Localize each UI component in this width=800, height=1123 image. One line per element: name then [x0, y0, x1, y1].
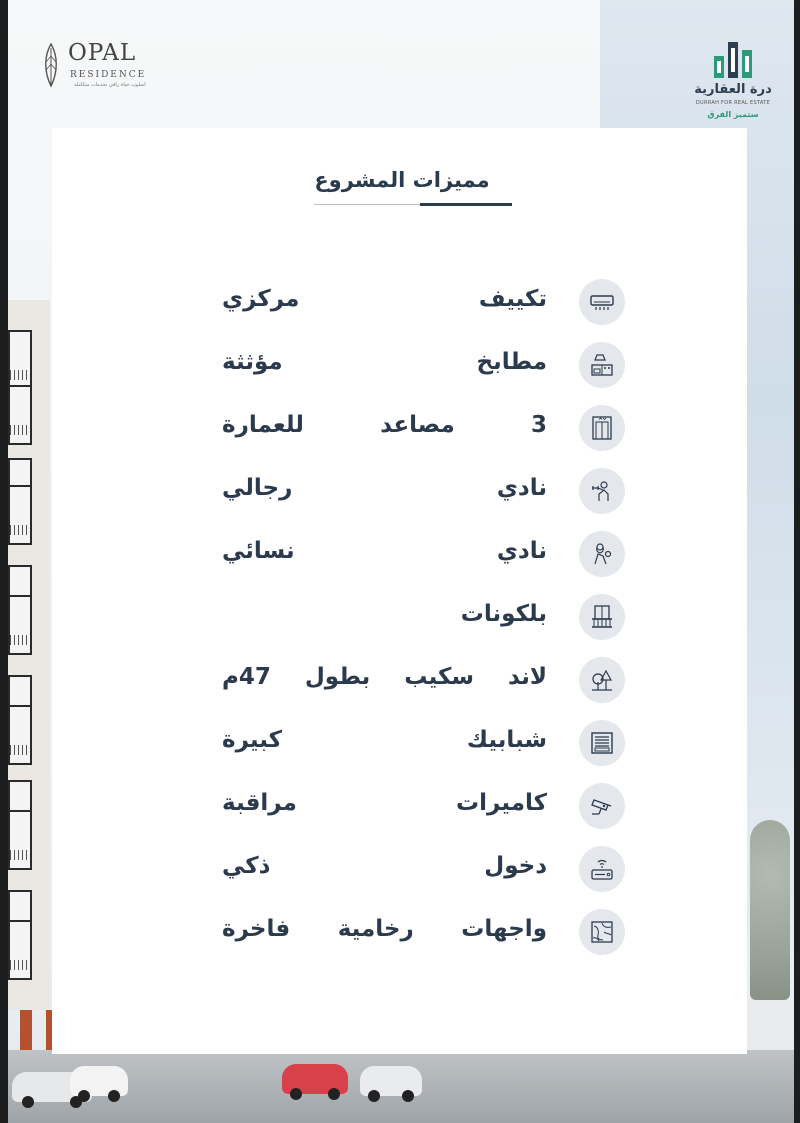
- feature-label: مطابخ مؤثثة: [222, 349, 547, 375]
- durrah-name-english: DURRAH FOR REAL ESTATE: [695, 100, 771, 106]
- feature-label: نادي نسائي: [222, 538, 547, 564]
- feature-label: شبابيك كبيرة: [222, 727, 547, 753]
- features-card: [52, 128, 747, 1054]
- wheat-leaf-icon: [40, 42, 62, 88]
- left-frame-edge: [0, 0, 8, 1123]
- right-frame-edge: [794, 0, 800, 1123]
- feature-label: دخول ذكي: [222, 853, 547, 879]
- feature-item: [222, 404, 625, 452]
- landscape-trees-icon: [579, 657, 625, 703]
- feature-label: بلكونات: [460, 601, 547, 627]
- elevator-icon: [579, 405, 625, 451]
- building-window: [8, 705, 32, 765]
- durrah-name-arabic: درة العقارية: [694, 82, 772, 97]
- building-window: [8, 485, 32, 545]
- feature-item: [222, 719, 625, 767]
- durrah-real-estate-logo: [693, 34, 773, 129]
- feature-label: 3 مصاعد للعمارة: [222, 412, 547, 438]
- durrah-building-mark-icon: [710, 34, 756, 80]
- feature-item: [222, 278, 625, 326]
- feature-item: [222, 845, 625, 893]
- feature-label: واجهات رخامية فاخرة: [222, 916, 547, 942]
- mens-gym-icon: [579, 468, 625, 514]
- building-window: [8, 920, 32, 980]
- balcony-icon: [579, 594, 625, 640]
- smart-entry-icon: [579, 846, 625, 892]
- feature-label: كاميرات مراقبة: [222, 790, 547, 816]
- durrah-slogan: ستميز الفرق: [707, 110, 759, 119]
- building-window: [8, 810, 32, 870]
- feature-item: [222, 593, 625, 641]
- feature-item: [222, 341, 625, 389]
- air-conditioner-icon: [579, 279, 625, 325]
- opal-wordmark: OPAL: [68, 40, 137, 66]
- feature-label: لاند سكيب بطول 47م: [222, 664, 547, 690]
- feature-item: [222, 656, 625, 704]
- building-window: [8, 330, 32, 390]
- feature-item: [222, 530, 625, 578]
- marble-facade-icon: [579, 909, 625, 955]
- opal-tagline: اسلوب حياة راقي بخدمات متكاملة: [74, 82, 146, 88]
- security-camera-icon: [579, 783, 625, 829]
- feature-label: نادي رجالي: [222, 475, 547, 501]
- kitchen-icon: [579, 342, 625, 388]
- car: [282, 1064, 348, 1094]
- title-underline-accent: [420, 203, 512, 206]
- feature-item: [222, 782, 625, 830]
- page-title: مميزات المشروع: [314, 168, 490, 192]
- feature-item: [222, 908, 625, 956]
- car: [70, 1066, 128, 1096]
- car: [360, 1066, 422, 1096]
- tree: [750, 820, 790, 1000]
- building-window: [8, 385, 32, 445]
- womens-gym-icon: [579, 531, 625, 577]
- building-window: [8, 595, 32, 655]
- window-icon: [579, 720, 625, 766]
- opal-residence-logo: [38, 40, 163, 90]
- residence-wordmark: RESIDENCE: [70, 70, 147, 80]
- feature-label: تكييف مركزي: [222, 286, 547, 312]
- feature-item: [222, 467, 625, 515]
